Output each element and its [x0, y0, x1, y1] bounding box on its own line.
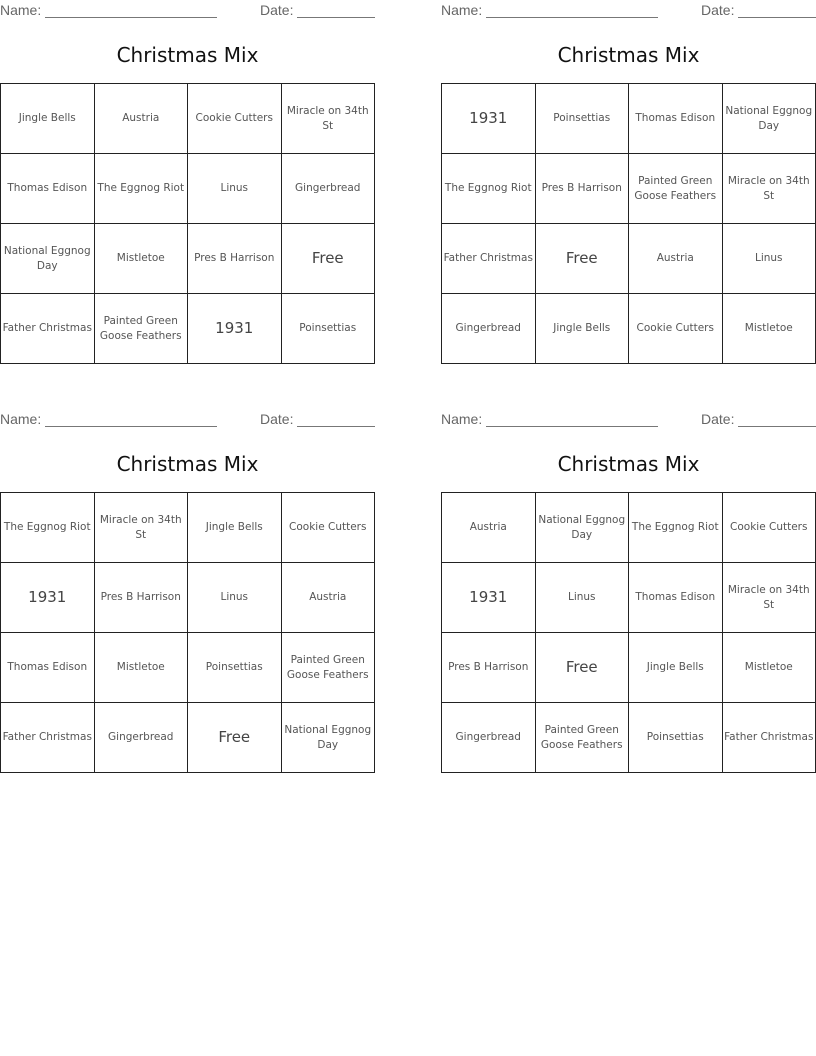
- card-header: [0, 411, 375, 429]
- bingo-cell: Jingle Bells: [1, 84, 95, 154]
- bingo-cell: National Eggnog Day: [282, 703, 376, 773]
- bingo-cell: Miracle on 34th St: [723, 154, 816, 224]
- bingo-cell: Free: [536, 633, 630, 703]
- bingo-cell: Cookie Cutters: [188, 84, 282, 154]
- bingo-cell: 1931: [1, 563, 95, 633]
- bingo-cell: Pres B Harrison: [442, 633, 536, 703]
- bingo-cell: Poinsettias: [536, 84, 630, 154]
- bingo-cell: Thomas Edison: [629, 84, 723, 154]
- card-header: [0, 2, 375, 20]
- bingo-cell: Thomas Edison: [1, 154, 95, 224]
- bingo-cell: Austria: [442, 493, 536, 563]
- bingo-cell: Painted Green Goose Feathers: [536, 703, 630, 773]
- bingo-cell: Gingerbread: [95, 703, 189, 773]
- bingo-grid: [441, 492, 816, 773]
- bingo-cell: Father Christmas: [723, 703, 816, 773]
- card-title: Christmas Mix: [116, 452, 259, 476]
- bingo-cell: Poinsettias: [188, 633, 282, 703]
- bingo-cell: The Eggnog Riot: [629, 493, 723, 563]
- bingo-cell: Gingerbread: [282, 154, 376, 224]
- date-label: Date:: [260, 411, 294, 427]
- name-label: Name:: [441, 411, 483, 427]
- date-label: Date:: [260, 2, 294, 18]
- name-label: Name:: [0, 411, 42, 427]
- bingo-cell: Linus: [723, 224, 816, 294]
- bingo-grid: [441, 83, 816, 364]
- name-label: Name:: [441, 2, 483, 18]
- bingo-cell: Linus: [536, 563, 630, 633]
- bingo-cell: Miracle on 34th St: [95, 493, 189, 563]
- bingo-cell: Cookie Cutters: [723, 493, 816, 563]
- card-header: [441, 2, 816, 20]
- bingo-cell: 1931: [442, 563, 536, 633]
- bingo-cell: Free: [188, 703, 282, 773]
- date-field-line[interactable]: [297, 17, 375, 18]
- bingo-cell: Thomas Edison: [1, 633, 95, 703]
- bingo-cell: Mistletoe: [95, 224, 189, 294]
- name-field-line[interactable]: [486, 426, 658, 427]
- bingo-cell: 1931: [442, 84, 536, 154]
- bingo-cell: Thomas Edison: [629, 563, 723, 633]
- bingo-cell: National Eggnog Day: [1, 224, 95, 294]
- card-title: Christmas Mix: [557, 43, 700, 67]
- bingo-cell: Father Christmas: [1, 294, 95, 364]
- bingo-cell: National Eggnog Day: [723, 84, 816, 154]
- bingo-cell: Free: [536, 224, 630, 294]
- bingo-cell: Miracle on 34th St: [723, 563, 816, 633]
- bingo-cell: Painted Green Goose Feathers: [629, 154, 723, 224]
- name-field-line[interactable]: [486, 17, 658, 18]
- bingo-cell: National Eggnog Day: [536, 493, 630, 563]
- bingo-cell: Linus: [188, 563, 282, 633]
- card-header: [441, 411, 816, 429]
- name-field-line[interactable]: [45, 17, 217, 18]
- date-field-line[interactable]: [738, 17, 816, 18]
- bingo-grid: [0, 83, 375, 364]
- bingo-cell: Poinsettias: [282, 294, 376, 364]
- bingo-cell: Painted Green Goose Feathers: [282, 633, 376, 703]
- date-label: Date:: [701, 411, 735, 427]
- name-field-line[interactable]: [45, 426, 217, 427]
- date-field-line[interactable]: [738, 426, 816, 427]
- bingo-cell: Jingle Bells: [629, 633, 723, 703]
- bingo-cell: Jingle Bells: [536, 294, 630, 364]
- date-label: Date:: [701, 2, 735, 18]
- bingo-cell: 1931: [188, 294, 282, 364]
- card-title: Christmas Mix: [557, 452, 700, 476]
- bingo-cell: The Eggnog Riot: [442, 154, 536, 224]
- bingo-cell: Free: [282, 224, 376, 294]
- bingo-cell: The Eggnog Riot: [95, 154, 189, 224]
- bingo-cell: Cookie Cutters: [629, 294, 723, 364]
- bingo-cell: Mistletoe: [723, 294, 816, 364]
- bingo-cell: Gingerbread: [442, 294, 536, 364]
- bingo-cell: Miracle on 34th St: [282, 84, 376, 154]
- bingo-cell: Pres B Harrison: [188, 224, 282, 294]
- bingo-cell: Father Christmas: [1, 703, 95, 773]
- bingo-cell: Father Christmas: [442, 224, 536, 294]
- bingo-cell: Austria: [282, 563, 376, 633]
- bingo-cell: Jingle Bells: [188, 493, 282, 563]
- bingo-cell: Austria: [95, 84, 189, 154]
- bingo-cell: Cookie Cutters: [282, 493, 376, 563]
- bingo-cell: Painted Green Goose Feathers: [95, 294, 189, 364]
- bingo-cell: Linus: [188, 154, 282, 224]
- bingo-cell: Gingerbread: [442, 703, 536, 773]
- bingo-cell: The Eggnog Riot: [1, 493, 95, 563]
- bingo-grid: [0, 492, 375, 773]
- name-label: Name:: [0, 2, 42, 18]
- date-field-line[interactable]: [297, 426, 375, 427]
- bingo-cell: Mistletoe: [723, 633, 816, 703]
- bingo-cell: Pres B Harrison: [536, 154, 630, 224]
- bingo-cell: Pres B Harrison: [95, 563, 189, 633]
- bingo-cell: Mistletoe: [95, 633, 189, 703]
- card-title: Christmas Mix: [116, 43, 259, 67]
- bingo-cell: Austria: [629, 224, 723, 294]
- bingo-cell: Poinsettias: [629, 703, 723, 773]
